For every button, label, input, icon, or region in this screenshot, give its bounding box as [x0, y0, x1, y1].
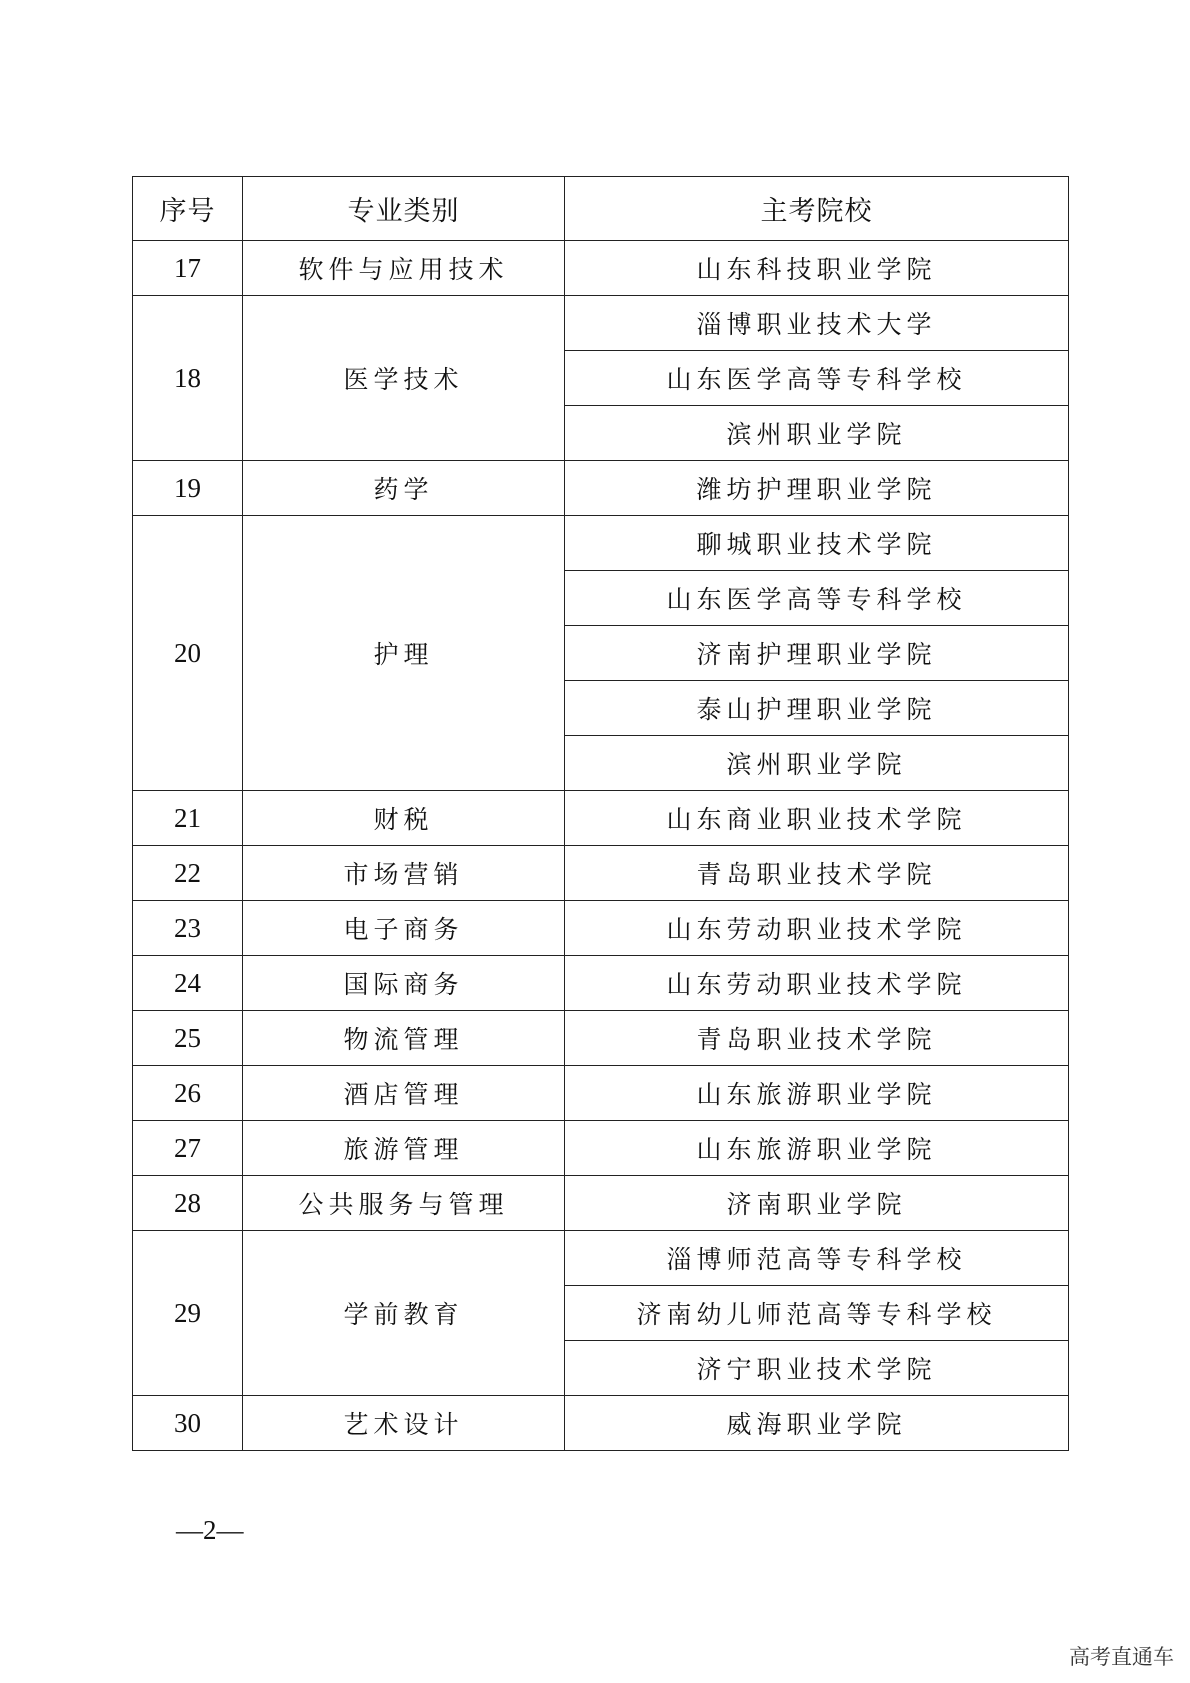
serial-cell: 29: [133, 1231, 243, 1396]
header-serial: 序号: [133, 177, 243, 241]
category-cell: 软件与应用技术: [243, 241, 565, 296]
category-cell: 财税: [243, 791, 565, 846]
header-school: 主考院校: [565, 177, 1069, 241]
serial-cell: 30: [133, 1396, 243, 1451]
school-cell: 山东医学高等专科学校: [565, 351, 1069, 406]
table-row: [133, 1121, 1069, 1176]
table-header-row: [133, 177, 1069, 241]
serial-cell: 28: [133, 1176, 243, 1231]
school-cell: 滨州职业学院: [565, 406, 1069, 461]
table-row: [133, 846, 1069, 901]
schools-table: [132, 176, 1069, 1451]
school-cell: 济南幼儿师范高等专科学校: [565, 1286, 1069, 1341]
table-row: [133, 1231, 1069, 1286]
category-cell: 护理: [243, 516, 565, 791]
table-row: [133, 296, 1069, 351]
category-cell: 艺术设计: [243, 1396, 565, 1451]
category-cell: 医学技术: [243, 296, 565, 461]
serial-cell: 23: [133, 901, 243, 956]
serial-cell: 25: [133, 1011, 243, 1066]
serial-cell: 17: [133, 241, 243, 296]
school-cell: 山东医学高等专科学校: [565, 571, 1069, 626]
table-row: [133, 791, 1069, 846]
school-cell: 山东劳动职业技术学院: [565, 901, 1069, 956]
school-cell: 山东商业职业技术学院: [565, 791, 1069, 846]
watermark: 高考直通车: [1069, 1645, 1174, 1669]
category-cell: 药学: [243, 461, 565, 516]
category-cell: 市场营销: [243, 846, 565, 901]
table-row: [133, 1176, 1069, 1231]
school-cell: 济南职业学院: [565, 1176, 1069, 1231]
school-cell: 山东科技职业学院: [565, 241, 1069, 296]
table-row: [133, 1066, 1069, 1121]
table-row: [133, 241, 1069, 296]
school-cell: 青岛职业技术学院: [565, 1011, 1069, 1066]
category-cell: 酒店管理: [243, 1066, 565, 1121]
school-cell: 泰山护理职业学院: [565, 681, 1069, 736]
table-row: [133, 901, 1069, 956]
school-cell: 潍坊护理职业学院: [565, 461, 1069, 516]
table-body: [133, 241, 1069, 1451]
school-cell: 威海职业学院: [565, 1396, 1069, 1451]
table-row: [133, 461, 1069, 516]
school-cell: 山东劳动职业技术学院: [565, 956, 1069, 1011]
serial-cell: 24: [133, 956, 243, 1011]
school-cell: 山东旅游职业学院: [565, 1066, 1069, 1121]
school-cell: 聊城职业技术学院: [565, 516, 1069, 571]
school-cell: 山东旅游职业学院: [565, 1121, 1069, 1176]
category-cell: 国际商务: [243, 956, 565, 1011]
school-cell: 济宁职业技术学院: [565, 1341, 1069, 1396]
page-number: —2—: [176, 1515, 244, 1545]
school-cell: 青岛职业技术学院: [565, 846, 1069, 901]
serial-cell: 21: [133, 791, 243, 846]
category-cell: 学前教育: [243, 1231, 565, 1396]
serial-cell: 22: [133, 846, 243, 901]
table-row: [133, 1011, 1069, 1066]
category-cell: 公共服务与管理: [243, 1176, 565, 1231]
school-cell: 淄博师范高等专科学校: [565, 1231, 1069, 1286]
serial-cell: 19: [133, 461, 243, 516]
table-row: [133, 516, 1069, 571]
table-row: [133, 956, 1069, 1011]
table-row: [133, 1396, 1069, 1451]
header-category: 专业类别: [243, 177, 565, 241]
serial-cell: 26: [133, 1066, 243, 1121]
school-cell: 淄博职业技术大学: [565, 296, 1069, 351]
school-cell: 滨州职业学院: [565, 736, 1069, 791]
school-cell: 济南护理职业学院: [565, 626, 1069, 681]
category-cell: 旅游管理: [243, 1121, 565, 1176]
serial-cell: 27: [133, 1121, 243, 1176]
category-cell: 电子商务: [243, 901, 565, 956]
category-cell: 物流管理: [243, 1011, 565, 1066]
serial-cell: 18: [133, 296, 243, 461]
serial-cell: 20: [133, 516, 243, 791]
